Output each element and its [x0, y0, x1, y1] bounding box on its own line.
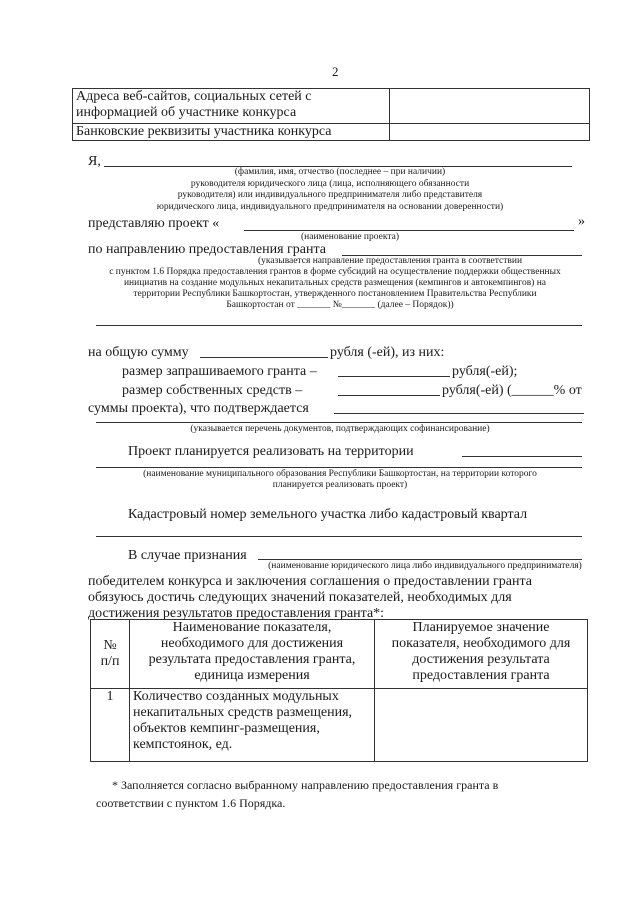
cell-name: [130, 689, 375, 762]
winner-p1: победителем конкурса и заключения соглашения о предоставлении гранта: [88, 574, 533, 589]
header-text: необходимого для достижения: [160, 636, 344, 651]
requested-line[interactable]: [338, 376, 450, 377]
winner-line[interactable]: [258, 559, 582, 560]
header-text: предоставления гранта: [412, 668, 550, 683]
note-territory-1: (наименование муниципального образования Республики Башкортостан, на территории которого: [143, 469, 537, 479]
note-dir-2: с пунктом 1.6 Порядка предоставления грантов в форме субсидий на осуществление поддержки общественных: [109, 267, 561, 277]
direction-label: по направлению предоставления гранта: [88, 242, 326, 257]
indicators-table: [90, 619, 588, 762]
confirm-line-2[interactable]: [96, 422, 582, 423]
header-plan: [375, 620, 588, 689]
cell-num: 1: [91, 689, 130, 762]
note-dir-5: Башкортостан от _______ №_______ (далее – Порядок)): [226, 300, 454, 310]
project-name-line[interactable]: [244, 230, 574, 231]
table-cell-label: [73, 89, 390, 124]
own-label: размер собственных средств –: [122, 383, 303, 398]
note-fio: (фамилия, имя, отчество (последнее – при наличии): [234, 167, 446, 177]
header-text: результата предоставления гранта,: [148, 652, 356, 667]
note-head-1: руководителя юридического лица (лица, исполняющего обязанности: [190, 179, 470, 189]
ya-label: Я,: [88, 154, 101, 169]
cadastral-label: Кадастровый номер земельного участка либо кадастровый квартал: [128, 507, 528, 522]
own-line[interactable]: [338, 395, 440, 396]
note-winner: (наименование юридического лица либо индивидуального предпринимателя): [268, 561, 582, 571]
header-text: №: [103, 638, 117, 653]
header-num: [91, 620, 130, 689]
note-head-3: юридического лица, индивидуального предпринимателя на основании доверенности): [156, 202, 504, 212]
header-text: п/п: [100, 654, 120, 669]
header-text: Наименование показателя,: [172, 620, 332, 635]
header-text: единица измерения: [194, 668, 310, 683]
note-project: (наименование проекта): [300, 232, 399, 242]
footnote-line-1: * Заполняется согласно выбранному направлению предоставления гранта в: [112, 778, 499, 792]
table-cell-value[interactable]: [390, 89, 590, 124]
cell-text: Количество созданных модульных: [133, 689, 339, 704]
confirm-label: суммы проекта), что подтверждается: [88, 401, 309, 416]
cell-text: объектов кемпинг-размещения,: [133, 721, 320, 736]
confirm-line[interactable]: [334, 413, 584, 414]
table-row: [73, 89, 590, 124]
note-dir-1: (указывается направление предоставления гранта в соответствии: [257, 256, 523, 266]
total-tail: рубля (-ей), из них:: [330, 345, 445, 360]
note-docs: (указывается перечень документов, подтверждающих софинансирование): [190, 424, 490, 434]
table-cell-label: [73, 124, 390, 141]
cell-text: некапитальных средств размещения,: [133, 705, 353, 720]
cell-text: Банковские реквизиты участника конкурса: [76, 124, 332, 139]
cadastral-line[interactable]: [96, 536, 582, 537]
note-dir-3: инициатив на создание модульных некапитальных средств размещения (кемпингов и автокемпингов) на: [123, 278, 547, 288]
winner-label: В случае признания: [128, 548, 247, 563]
table-row: [73, 124, 590, 141]
table-row: [91, 689, 588, 762]
top-info-table: [72, 88, 590, 141]
total-label: на общую сумму: [88, 345, 189, 360]
territory-line[interactable]: [462, 456, 582, 457]
cell-text: информацией об участнике конкурса: [76, 105, 297, 120]
table-cell-value[interactable]: [390, 124, 590, 141]
header-name: [130, 620, 375, 689]
direction-line-2[interactable]: [96, 325, 582, 326]
cell-value[interactable]: [375, 689, 588, 762]
total-line[interactable]: [200, 357, 328, 358]
note-dir-4: территории Республики Башкортостан, утвержденного постановлением Правительства Республики: [133, 289, 537, 299]
header-text: показателя, необходимого для: [391, 636, 571, 651]
winner-p3: достижения результатов предоставления гранта*:: [88, 606, 385, 621]
note-territory-2: планируется реализовать проект): [272, 480, 408, 490]
requested-tail: рубля(-ей);: [452, 364, 518, 379]
note-head-2: руководителя) или индивидуального предпринимателя либо представителя: [177, 190, 483, 200]
cell-text: кемпстоянок, ед.: [133, 737, 233, 752]
header-text: достижения результата: [412, 652, 550, 667]
winner-p2: обязуюсь достичь следующих значений показателей, необходимых для: [88, 590, 512, 605]
own-tail: рубля(-ей) (______% от: [442, 383, 582, 398]
present-project-label: представляю проект «: [88, 216, 220, 231]
requested-label: размер запрашиваемого гранта –: [122, 364, 317, 379]
territory-line-2[interactable]: [96, 467, 582, 468]
page-number: 2: [332, 64, 339, 79]
territory-label: Проект планируется реализовать на территории: [128, 444, 414, 459]
cell-text: Адреса веб-сайтов, социальных сетей с: [76, 89, 312, 104]
header-text: Планируемое значение: [412, 620, 550, 635]
close-quote: »: [578, 214, 585, 229]
table-header-row: [91, 620, 588, 689]
footnote-line-2: соответствии с пунктом 1.6 Порядка.: [96, 796, 286, 810]
